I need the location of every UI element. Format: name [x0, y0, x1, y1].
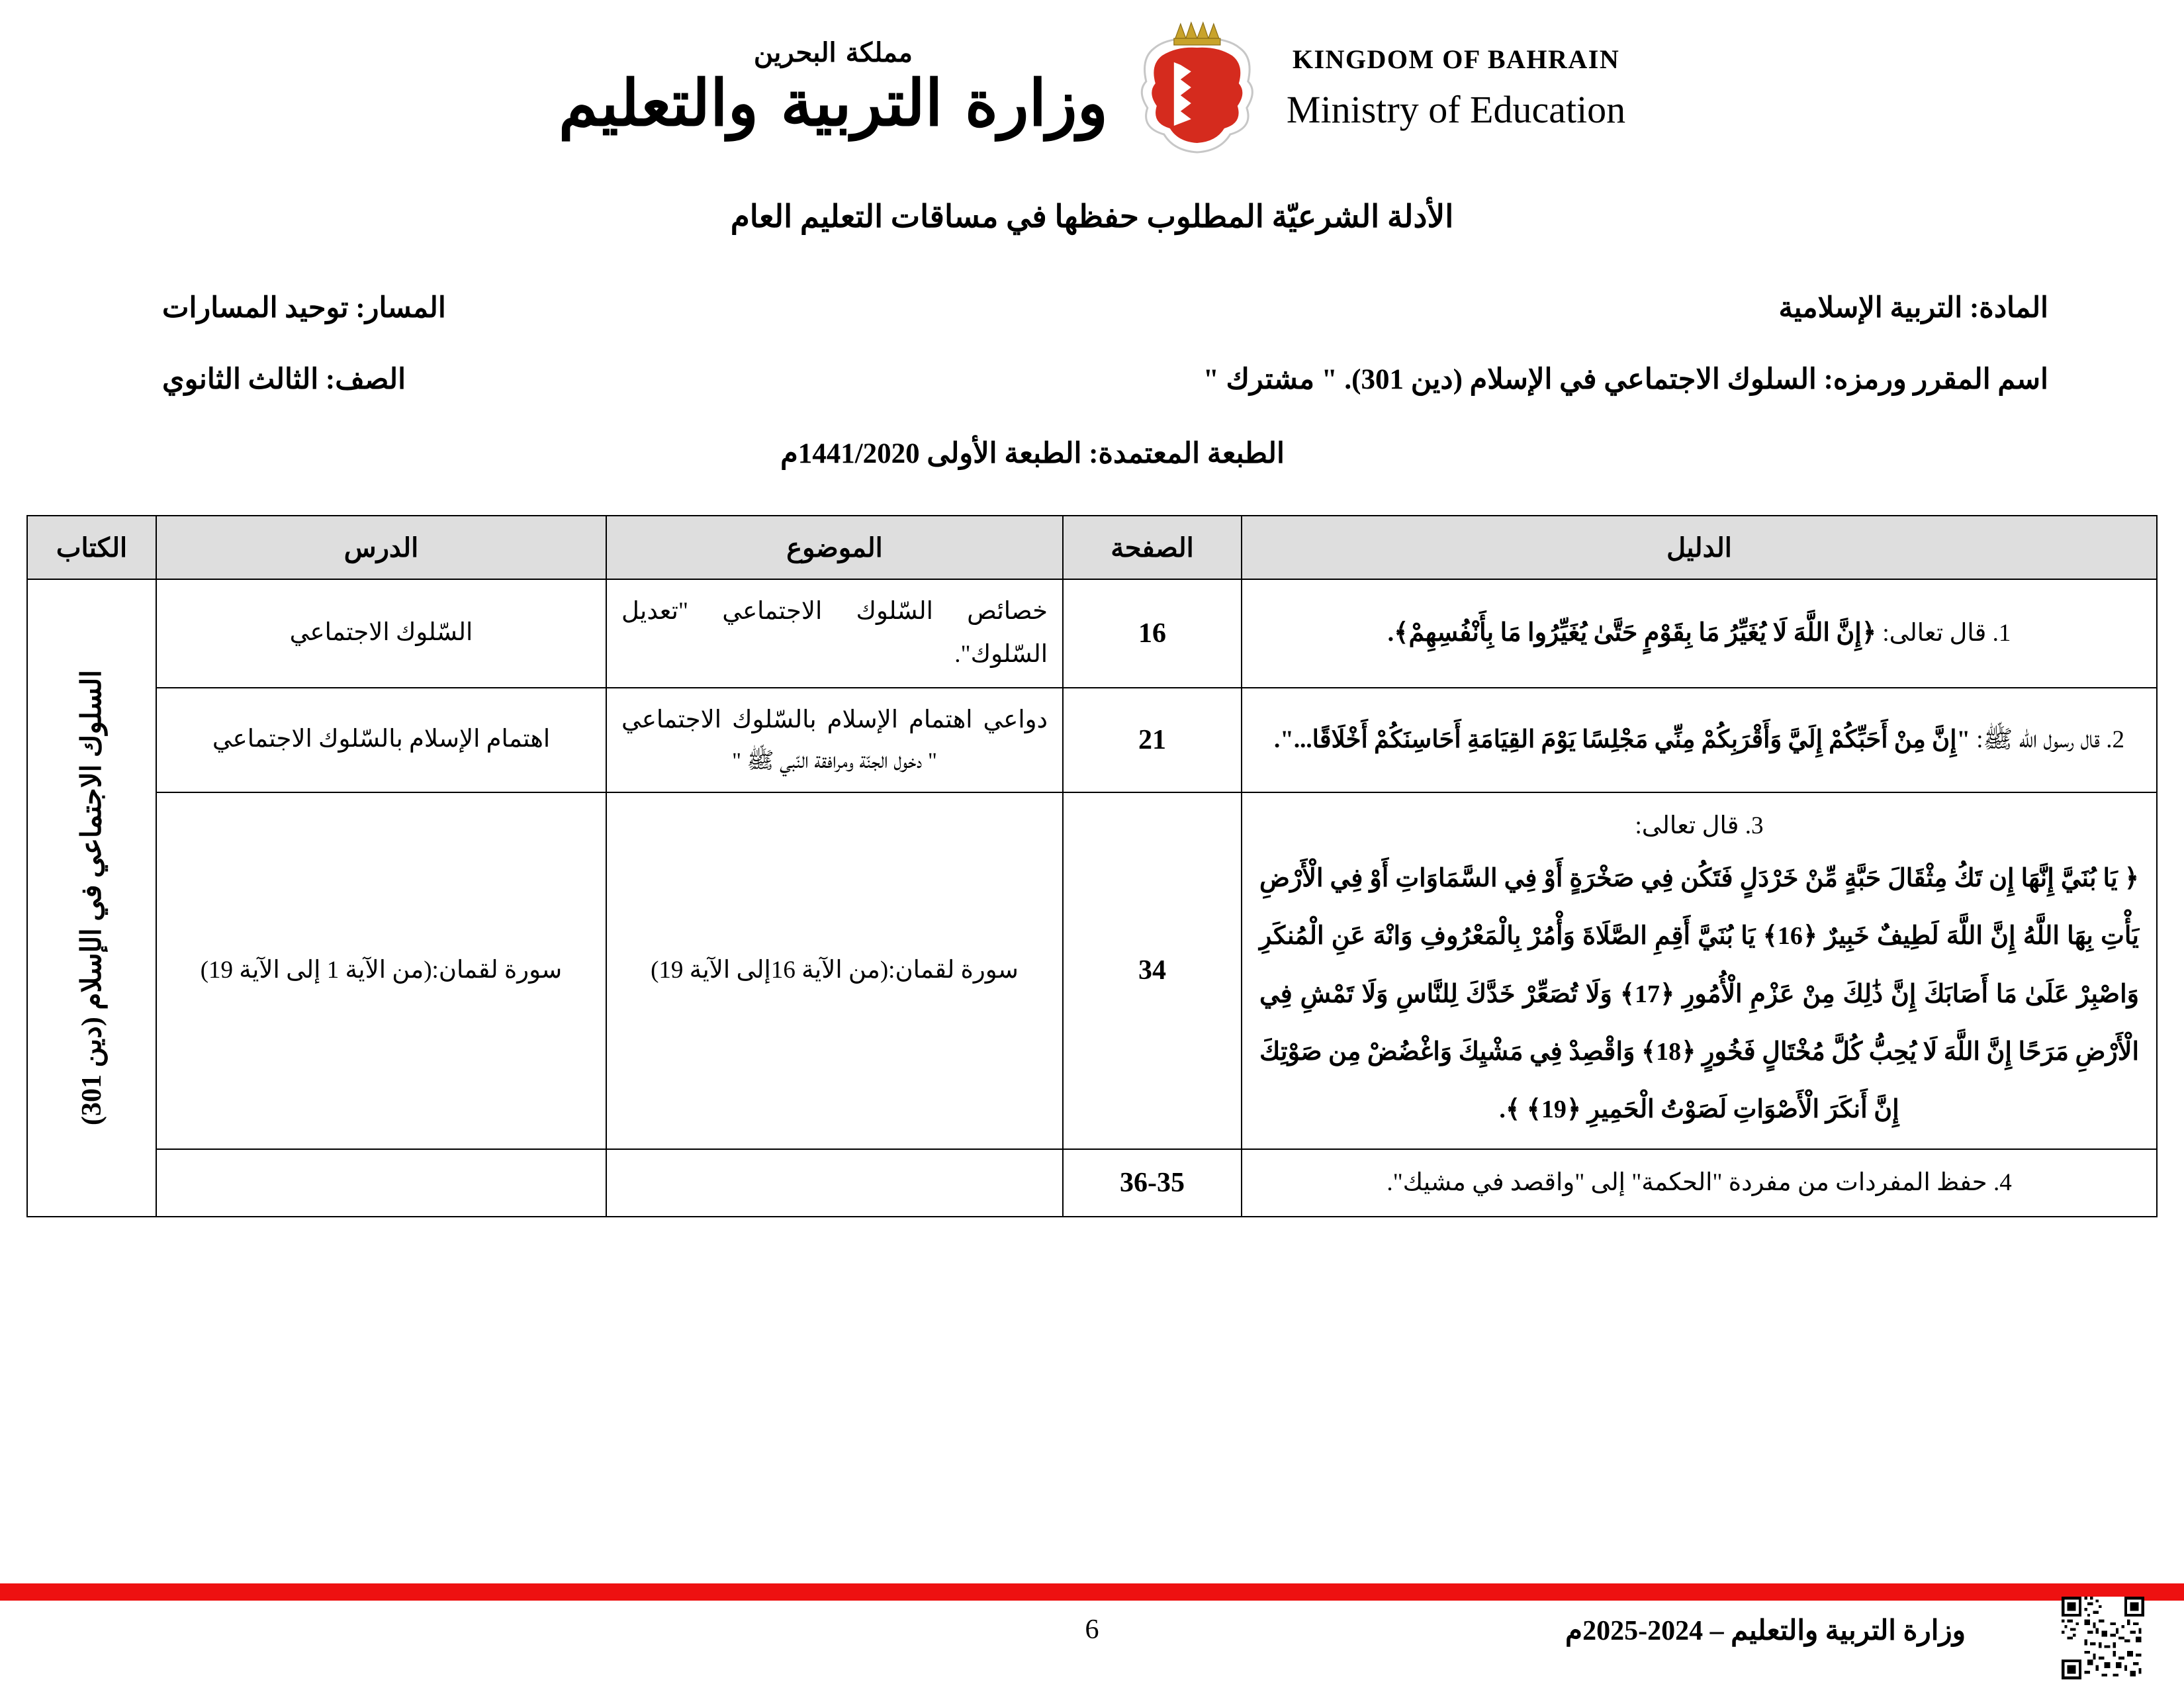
- table-header-row: [27, 516, 2157, 579]
- column-header-book: الكتاب: [27, 516, 156, 579]
- cell-proof-3: [1242, 792, 2157, 1149]
- cell-lesson-4: [156, 1149, 606, 1217]
- meta-subject: المادة: التربية الإسلامية: [1778, 293, 2048, 324]
- column-header-proof: الدليل: [1242, 516, 2157, 579]
- cell-page-1: 16: [1063, 579, 1242, 688]
- cell-topic-3: سورة لقمان:(من الآية 16إلى الآية 19): [606, 792, 1063, 1149]
- proof-index-3: 3.: [1745, 812, 1764, 839]
- cell-topic-4: [606, 1149, 1063, 1217]
- proof-intro-3: قال تعالى:: [1635, 812, 1739, 839]
- cell-topic-1: خصائص السّلوك الاجتماعي "تعديل السّلوك".: [606, 579, 1063, 688]
- cell-book: [27, 579, 156, 1217]
- footer-red-divider: [0, 1583, 2184, 1601]
- page-title: الأدلة الشرعيّة المطلوب حفظها في مساقات التعليم العام: [730, 200, 1454, 234]
- cell-lesson-2: اهتمام الإسلام بالسّلوك الاجتماعي: [156, 688, 606, 792]
- book-title-vertical: السلوك الاجتماعي في الإسلام (دين 301): [77, 670, 107, 1126]
- meta-row-course-grade: [142, 363, 2048, 396]
- cell-lesson-1: السّلوك الاجتماعي: [156, 579, 606, 688]
- ministry-name-arabic: وزارة التربية والتعليم: [558, 65, 1108, 140]
- kingdom-name-arabic: مملكة البحرين: [753, 36, 913, 68]
- meta-row-subject-track: [142, 291, 2048, 324]
- column-header-page: الصفحة: [1063, 516, 1242, 579]
- qr-code-icon: [2062, 1597, 2144, 1679]
- topic-line-1: دواعي اهتمام الإسلام بالسّلوك الاجتماعي: [621, 706, 1048, 733]
- kingdom-name-english: KINGDOM OF BAHRAIN: [1292, 44, 1620, 75]
- cell-proof-2: [1242, 688, 2157, 792]
- meta-track: المسار: توحيد المسارات: [162, 293, 446, 324]
- bahrain-coat-of-arms-icon: [1128, 12, 1267, 164]
- ministry-name-english: Ministry of Education: [1286, 88, 1626, 132]
- proof-text-3: ﴿ يَا بُنَيَّ إِنَّهَا إِن تَكُ مِثْقَالَ حَبَّةٍ مِّنْ خَرْدَلٍ فَتَكُن فِي صَخْرَةٍ أَوْ فِي السَّمَاوَاتِ أَوْ فِي الْأَرْضِ يَأْتِ بِهَا اللَّهُ إِنَّ اللَّهَ لَطِيفٌ خَبِيرٌ ﴿16﴾ يَا بُنَيَّ أَقِمِ الصَّلَاةَ وَأْمُرْ بِالْمَعْرُوفِ وَانْهَ عَنِ الْمُنكَرِ وَاصْبِرْ عَلَىٰ مَا أَصَابَكَ إِنَّ ذَٰلِكَ مِنْ عَزْمِ الْأُمُورِ ﴿17﴾ وَلَا تُصَعِّرْ خَدَّكَ لِلنَّاسِ وَلَا تَمْشِ فِي الْأَرْضِ مَرَحًا إِنَّ اللَّهَ لَا يُحِبُّ كُلَّ مُخْتَالٍ فَخُورٍ ﴿18﴾ وَاقْصِدْ فِي مَشْيِكَ وَاغْضُضْ مِن صَوْتِكَ إِنَّ أَنكَرَ الْأَصْوَاتِ لَصَوْتُ الْحَمِيرِ ﴿19﴾ ﴾.: [1259, 864, 2140, 1124]
- table-row: [27, 792, 2157, 1149]
- cell-lesson-3: سورة لقمان:(من الآية 1 إلى الآية 19): [156, 792, 606, 1149]
- proof-text-2: "إِنَّ مِنْ أَحَبِّكُمْ إِلَيَّ وَأَقْرَبِكُمْ مِنِّي مَجْلِسًا يَوْمَ القِيَامَةِ أَحَاسِنَكُمْ أَخْلَاقًا...".: [1274, 726, 1971, 753]
- logo-arabic-text: [558, 36, 1108, 140]
- cell-page-2: 21: [1063, 688, 1242, 792]
- footer-ministry-year: وزارة التربية والتعليم – 2024-2025م: [1565, 1616, 1966, 1646]
- column-header-topic: الموضوع: [606, 516, 1063, 579]
- cell-proof-4: [1242, 1149, 2157, 1217]
- proof-text-4: حفظ المفردات من مفردة "الحكمة" إلى "واقصد في مشيك".: [1387, 1168, 1987, 1196]
- proof-text-1: ﴿إِنَّ اللَّهَ لَا يُغَيِّرُ مَا بِقَوْمٍ حَتَّىٰ يُغَيِّرُوا مَا بِأَنْفُسِهِمْ﴾.: [1387, 618, 1877, 647]
- proof-intro-2: قال رسول الله ﷺ:: [1976, 726, 2100, 753]
- page-number: 6: [1085, 1615, 1099, 1645]
- proof-index-4: 4.: [1993, 1168, 2012, 1196]
- meta-edition: الطبعة المعتمدة: الطبعة الأولى 1441/2020م: [780, 438, 1285, 469]
- table-row: [27, 579, 2157, 688]
- cell-topic-2: [606, 688, 1063, 792]
- ministry-logo: [559, 12, 1625, 164]
- logo-english-text: [1287, 45, 1625, 131]
- topic-line-2: " دخول الجنّة ومرافقة النّبي ﷺ ": [732, 749, 937, 774]
- column-header-lesson: الدرس: [156, 516, 606, 579]
- proofs-table-container: [26, 515, 2158, 1217]
- table-row: [27, 1149, 2157, 1217]
- meta-grade: الصف: الثالث الثانوي: [162, 364, 406, 395]
- cell-page-3: 34: [1063, 792, 1242, 1149]
- meta-course: اسم المقرر ورمزه: السلوك الاجتماعي في الإسلام (دين 301). " مشترك ": [1203, 364, 2048, 395]
- proofs-table: [26, 515, 2158, 1217]
- proof-intro-1: قال تعالى:: [1882, 619, 1987, 647]
- document-header: [0, 12, 2184, 184]
- table-row: [27, 688, 2157, 792]
- cell-page-4: 36-35: [1063, 1149, 1242, 1217]
- cell-proof-1: [1242, 579, 2157, 688]
- proof-index-1: 1.: [1992, 619, 2011, 647]
- proof-index-2: 2.: [2106, 726, 2124, 753]
